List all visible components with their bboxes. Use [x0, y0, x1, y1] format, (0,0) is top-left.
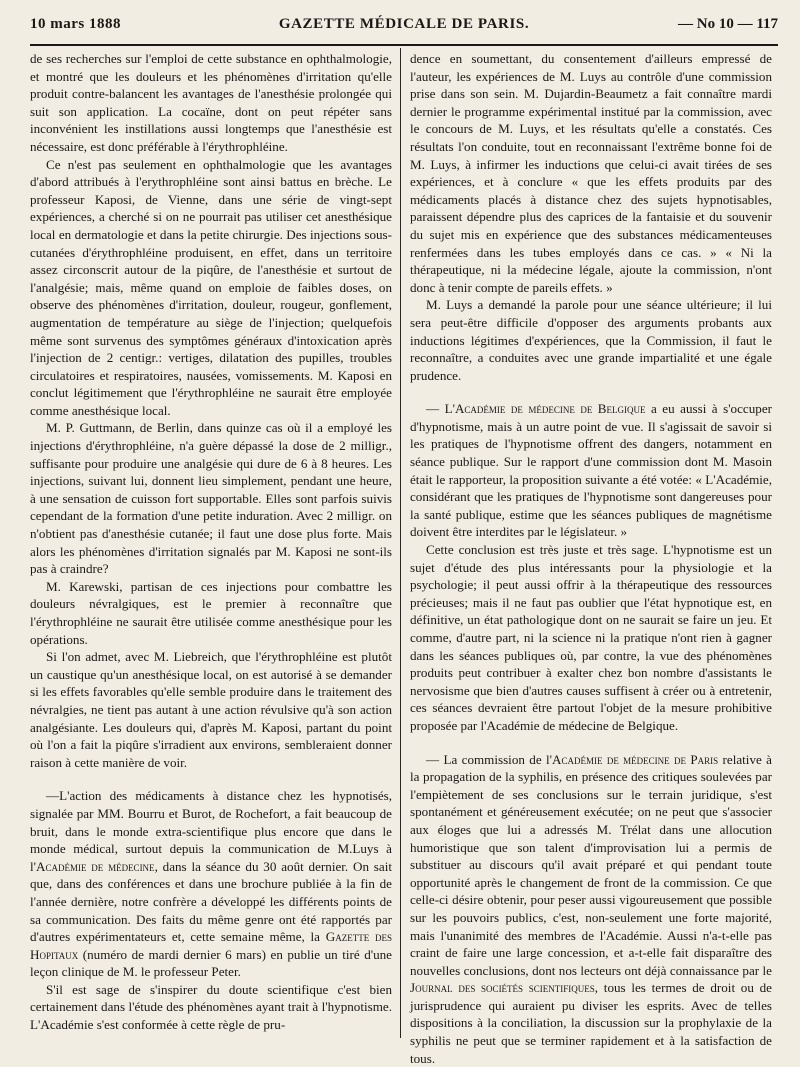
paragraph-academie-belgique: — L'Académie de médecine de Belgique a eu aussi à s'occuper d'hypnotisme, mais à un autre point de vue. Il s'agissait de savoir si les pratiques de l'hypnotisme offrent des dangers, notamment en séance publique. Sur le rapport d'une commission dont M. Masoin était le rapporteur, la proposition suivante a été votée: « L'Académie, considérant que les pratiques de l'hypnotisme sont dangereuses pour la santé publique, estime que les séances publiques de magnétisme doivent être interdites par le législateur. » [410, 401, 772, 540]
page-header [30, 14, 778, 46]
header-title: GAZETTE MÉDICALE DE PARIS. [278, 16, 530, 32]
paragraph: dence en soumettant, du consentement d'ailleurs empressé de l'auteur, les expériences de M. Luys au contrôle d'une commission prise dans son sein. M. Dujardin-Beaumetz a fait connaître mardi dernier le programme expérimental institué par la commission, avec le concours de M. Luys, et les résultats qu'elle a constatés. Ces résultats l'on conduite, tout en reconnaissant l'extrême bonne foi de M. Luys, à infirmer les inductions que celui-ci avait tirées de ses expériences, et à conclure « que les effets produits par des médicaments placés à distance chez des sujets hypnotisables, paraissent dépendre plus des caprices de la fantaisie et du souvenir du sujet mis en expérience que des substances médicamenteuses renfermées dans les tubes employés dans ce cas. » « Ni la thérapeutique, ni la médecine légale, ajoute la commission, n'ont donc à tenir compte de pareils effets. » [410, 51, 772, 295]
column-divider [400, 48, 401, 1038]
journal-name: Journal des sociétés scientifiques [410, 980, 595, 996]
paragraph-syphilis-commission: — La commission de l'Académie de médecine de Paris relative à la propagation de la syphilis, en présence des critiques soulevées par l'empiètement de ses conclusions sur le terrain juridique, s'est spontanément et généreusement exécutée; on ne peut que s'associer aux éloges que lui a adressés M. Trélat dans une allocution humoristique que son talent d'improvisation lui a permis de substituer au discours qu'il avait préparé et qui pendant toute opportunité après le changement de front de la commission. Ce que celle-ci désire obtenir, pour peser aussi vigoureusement que possible sur les pouvoirs publics, c'est, non-seulement une forte majorité, mais l'unanimité des membres de l'Académie. Aussi n'a-t-elle pas craint de faire une large concession, et a-t-elle fait disparaître des nouvelles conclusions, dont nos lecteurs ont déjà connaissance par le Journal des sociétés scientifiques, tous les termes de droit ou de jurisprudence qui auraient pu diviser les esprits. Avec de telles dispositions à la conciliation, la discussion sur la prophylaxie de la syphilis ne peut que se terminer rapidement et à la satisfaction de tous. [410, 751, 772, 1066]
academie-paris-name: Académie de médecine de Paris [552, 751, 719, 767]
paragraph: M. Luys a demandé la parole pour une séance ultérieure; il lui sera peut-être difficile d'opposer des arguments probants aux inductions légitimes d'expériences, que la Commission, il faut le reconnaître, a conduites avec une grande impartialité et une égale prudence. [410, 297, 772, 383]
paragraph: S'il est sage de s'inspirer du doute scientifique c'est bien certainement dans l'étude des phénomènes ayant trait à l'hypnotisme. L'Académie s'est conformée à cette règle de pru- [30, 981, 392, 1033]
paragraph: M. Karewski, partisan de ces injections pour combattre les douleurs névralgiques, est le premier à reconnaître que l'érythrophléine ne saurait être utilisée comme anesthésique pour les opérations. [30, 578, 392, 647]
paragraph: Ce n'est pas seulement en ophthalmologie que les avantages d'abord attribués à l'erythrophléine sont ainsi battus en brèche. Le professeur Kaposi, de Vienne, dans une série de vingt-sept expériences, a cherché si on ne pourrait pas utiliser cet anesthésique local en dermatologie et dans la petite chirurgie. Des injections sous-cutanées d'érythrophléine produisent, en effet, dans un territoire assez circonscrit autour de la piqûre, de l'anesthésie et surtout de l'analgésie; mais, même quand on emploie de faibles doses, on observe des phénomènes d'irritation, douleur, rougeur, gonflement, augmentation de température au siège de l'injection; quelquefois même sont survenus des symptômes généraux d'intoxication après l'injection de 2 centigr.: vertiges, dilatation des pupilles, troubles circulatoires et respiratoires, nausées, vomissements. M. Kaposi en conclut légitimement que l'érythrophléine ne saurait être employée comme anesthésique local. [30, 156, 392, 418]
header-date: 10 mars 1888 [30, 16, 121, 32]
academie-name: Académie de médecine [36, 858, 155, 874]
newspaper-page [30, 14, 778, 1066]
gazette-name: Gazette des Hopitaux [30, 929, 392, 962]
paragraph: de ses recherches sur l'emploi de cette substance en ophthalmologie, et montré que les douleurs et les phénomènes d'irritation qu'elle produit contre-balancent les avantages de l'anesthésie prolongée qui suit son application. La cocaïne, dont on peut répéter sans inconvénient les instillations aussi longtemps que l'anesthésie est nécessaire, est donc préférable à l'érythrophléine. [30, 51, 392, 154]
left-column [30, 50, 392, 1034]
paragraph: Si l'on admet, avec M. Liebreich, que l'érythrophléine est plutôt un caustique qu'un anesthésique local, on est autorisé à se demander si les effets favorables qu'elle semble produire dans le traitement des névralgies, ne tient pas autant à une action révulsive qu'à son action analgésiante. Les douleurs qui, d'après M. Kaposi, partant du point où l'on a fait la piqûre s'irradient aux environs, sembleraient donner raison à cette manière de voir. [30, 649, 392, 770]
paragraph-action-medicaments: —L'action des médicaments à distance chez les hypnotisés, signalée par MM. Bourru et Burot, de Rochefort, a fait beaucoup de bruit, dans le monde extra-scientifique plus encore que dans le monde médical, surtout depuis la communication de M.Luys à l'Académie de médecine, dans la séance du 30 août dernier. On sait que, dans des conférences et dans une brochure publiée à la fin de l'année dernière, notre confrère a développé les différents points de sa communication. Des faits du même genre ont été rapportés par d'autres expérimentateurs et, cette semaine même, la Gazette des Hopitaux (numéro de mardi dernier 6 mars) en publie un tiré d'une leçon clinique de M. le professeur Peter. [30, 788, 392, 980]
academie-belgique-name: Académie de médecine de Belgique [454, 401, 646, 417]
right-column [410, 50, 772, 1067]
paragraph: M. P. Guttmann, de Berlin, dans quinze cas où il a employé les injections d'érythrophléine, n'a guère dépassé la dose de 2 milligr., suffisante pour produire une analgésie qui dure de 6 à 8 heures. Les injections, suivant lui, donnent lieu simplement, pendant une heure, à une sensation de cuisson fort supportable. Elles sont parfois suivis cependant de la formation d'une petite induration. Avec 2 milligr. on n'obtient pas d'anesthésie cutanée; il faut une dose plus forte. Mais alors les phénomènes d'irritation signalés par M. Kaposi ne sont-ils pas à craindre? [30, 420, 392, 577]
header-page-ref: — No 10 — 117 [677, 16, 778, 32]
paragraph: Cette conclusion est très juste et très sage. L'hypnotisme est un sujet d'étude des plus intéressants pour la physiologie et la psychologie; il peut aussi offrir à la thérapeutique des ressources précieuses; mais il ne faut pas oublier que l'état hypnotique est, en définitive, un état pathologique dont on ne saurait se faire un jeu. Et comme, d'autre part, ni la science ni la pratique n'ont rien à gagner dans les séances publiques où, par contre, la vue des phénomènes produits peut contribuer à exalter chez bon nombre d'assistants le nervosisme que bien d'autres causes suffisent à créer ou à entretenir, ces séances devraient être partout l'objet de la mesure prohibitive proposée par l'Académie de médecine de Belgique. [410, 542, 772, 733]
